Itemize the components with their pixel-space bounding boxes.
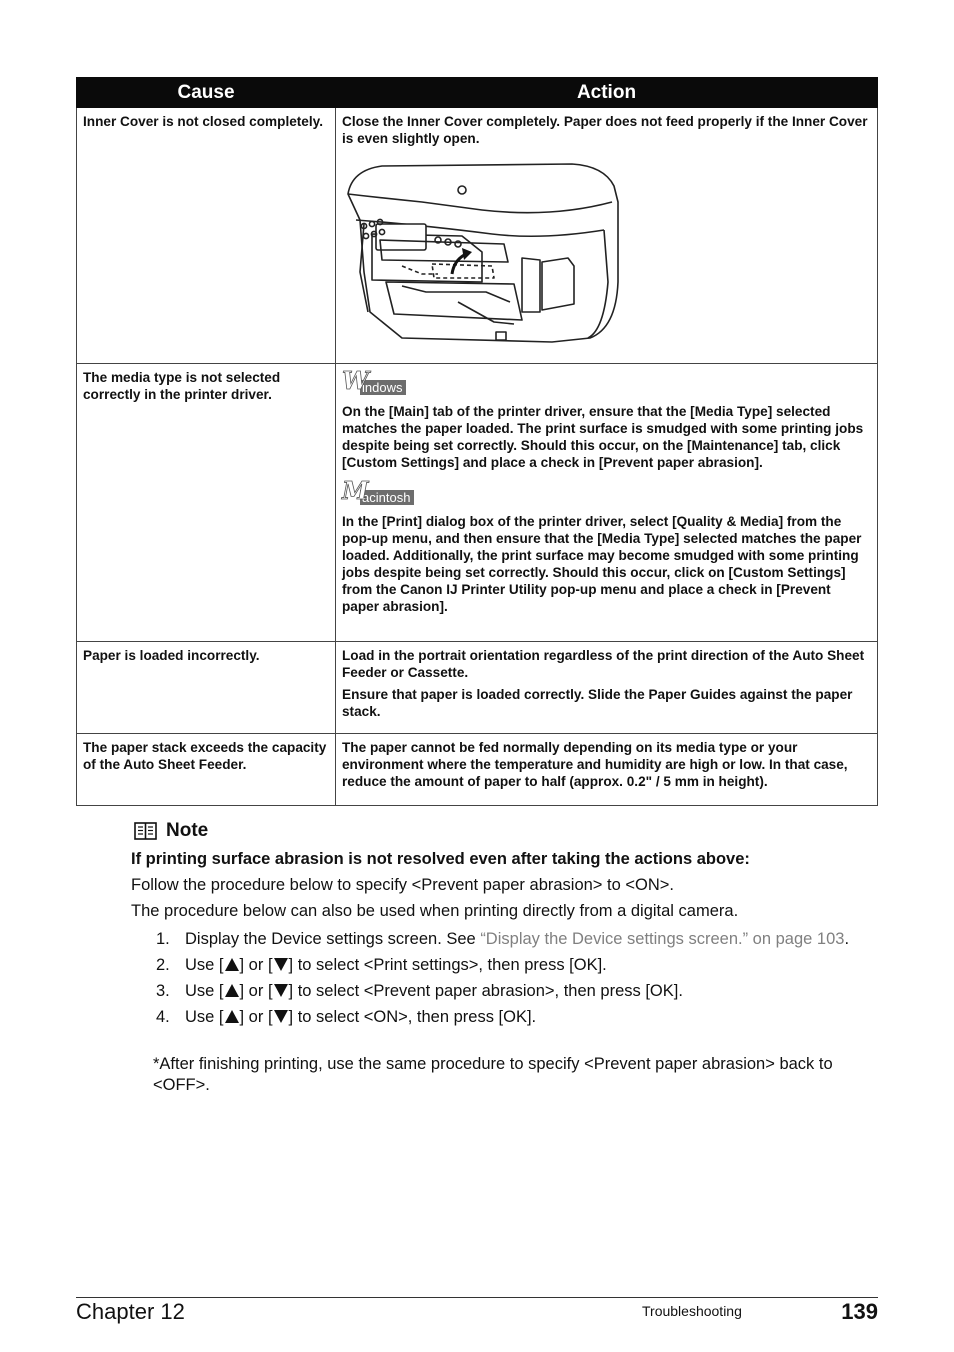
procedure-steps xyxy=(153,929,876,1033)
cause-header: Cause xyxy=(77,78,336,108)
action-header: Action xyxy=(336,78,878,108)
note-paragraph-2: The procedure below can also be used when printing directly from a digital camera. xyxy=(131,902,739,920)
action-cell: Load in the portrait orientation regardless of the print direction of the Auto Sheet Feeder or Cassette. Ensure that paper is loaded correctly. Slide the Paper Guides against the paper stack. xyxy=(336,642,878,734)
up-arrow-icon xyxy=(225,958,239,971)
note-book-icon xyxy=(134,822,157,840)
windows-badge: W indows xyxy=(342,375,406,395)
up-arrow-icon xyxy=(225,984,239,997)
printer-illustration xyxy=(342,162,624,348)
list-item: 2. Use [ ] or [ ] to select <Print settings>, then press [OK]. xyxy=(156,956,607,974)
footer-divider xyxy=(76,1297,878,1298)
action-cell: The paper cannot be fed normally depending on its media type or your environment where the temperature and humidity are high or low. In that case, reduce the amount of paper to half (approx. 0.2" / 5 mm in height). xyxy=(336,734,878,806)
list-item: 4. Use [ ] or [ ] to select <ON>, then press [OK]. xyxy=(156,1008,537,1026)
note-subheading: If printing surface abrasion is not resolved even after taking the actions above: xyxy=(131,850,750,868)
macintosh-badge: M acintosh xyxy=(342,485,414,505)
table-header xyxy=(77,78,878,108)
down-arrow-icon xyxy=(274,984,288,997)
action-cell: Close the Inner Cover completely. Paper does not feed properly if the Inner Cover is even slightly open. xyxy=(336,108,878,364)
list-item: 1. Display the Device settings screen. See “Display the Device settings screen.” on page 103. xyxy=(156,930,850,948)
note-heading xyxy=(134,820,208,842)
up-arrow-icon xyxy=(225,1010,239,1023)
down-arrow-icon xyxy=(274,1010,288,1023)
cause-cell: Paper is loaded incorrectly. xyxy=(77,642,336,734)
note-paragraph-1: Follow the procedure below to specify <Prevent paper abrasion> to <ON>. xyxy=(131,876,674,894)
troubleshooting-table xyxy=(76,77,878,806)
action-cell: W indows On the [Main] tab of the printer driver, ensure that the [Media Type] selected matches the paper loaded. The print surface is smudged with some printing jobs despite being set correctly. Should this occur, on the [Maintenance] tab, click [Custom Settings] and place a check in [Prevent paper abrasion]. M acintosh In the [Print] dialog box of the printer driver, select [Quality & Media] from the pop-up menu, and then ensure that the [Media Type] selected matches the paper loaded. Additionally, the print surface may become smudged with some printing jobs despite being set correctly. Should this occur, click on [Custom Settings] from the Canon IJ Printer Utility pop-up menu and place a check in [Prevent paper abrasion]. xyxy=(336,364,878,642)
page-number: 139 xyxy=(841,1299,878,1324)
table-row xyxy=(77,364,878,642)
table-row xyxy=(77,108,878,364)
cause-cell: The paper stack exceeds the capacity of the Auto Sheet Feeder. xyxy=(77,734,336,806)
after-note: *After finishing printing, use the same procedure to specify <Prevent paper abrasion> back to <OFF>. xyxy=(153,1055,833,1094)
footer-chapter: Chapter 12 xyxy=(76,1299,185,1324)
cause-cell: The media type is not selected correctly in the printer driver. xyxy=(77,364,336,642)
cause-cell: Inner Cover is not closed completely. xyxy=(77,108,336,364)
down-arrow-icon xyxy=(274,958,288,971)
note-title: Note xyxy=(166,820,209,841)
table-row xyxy=(77,734,878,806)
list-item: 3. Use [ ] or [ ] to select <Prevent paper abrasion>, then press [OK]. xyxy=(156,982,683,1000)
page-link[interactable]: “Display the Device settings screen.” on page 103 xyxy=(480,930,845,948)
footer-section: Troubleshooting xyxy=(642,1303,742,1319)
table-row xyxy=(77,642,878,734)
